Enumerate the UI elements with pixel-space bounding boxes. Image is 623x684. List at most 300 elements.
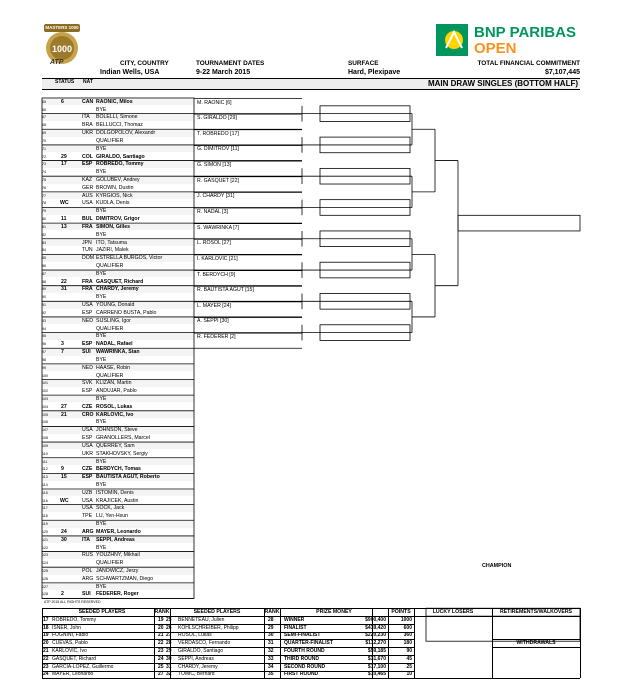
player-name: JANOWICZ, Jerzy (96, 568, 139, 574)
entry-status: WC (60, 497, 69, 504)
table-col-rule (414, 608, 415, 678)
player-nationality: UKR (82, 130, 93, 137)
player-nationality: JPN (82, 239, 92, 246)
player-name: DIMITROV, Grigor (96, 216, 140, 223)
surface-value: Hard, Plexipave (348, 69, 401, 76)
prize-round: SEMI-FINALIST (284, 632, 321, 639)
prize-points: 90 (406, 648, 412, 654)
prize-points: 25 (406, 663, 412, 670)
draw-position: 82 (42, 232, 46, 237)
prize-round: WINNER (284, 616, 305, 623)
prize-money: $31,670 (367, 655, 386, 662)
prize-round: FIRST ROUND (284, 671, 319, 678)
retirements-header: RETIREMENTS/WALKOVERS (499, 609, 573, 615)
player-name: KUDLA, Denis (96, 200, 130, 207)
player-nationality: ESP (82, 161, 93, 168)
r2-winner: L. MAYER [24] (197, 302, 231, 309)
r2-winner: M. RAONIC [6] (197, 99, 232, 106)
draw-position: 69 (42, 131, 46, 136)
draw-title: MAIN DRAW SINGLES (BOTTOM HALF) (427, 79, 578, 88)
player-nationality: POL (82, 568, 93, 574)
player-name: DOLGOPOLOV, Alexandr (96, 130, 156, 137)
draw-position: 90 (42, 295, 46, 300)
player-nationality: USA (82, 442, 93, 449)
r2-winner: I. KARLOVIC [21] (197, 255, 238, 262)
prize-points: 360 (403, 632, 412, 639)
player-nationality: SUI (82, 349, 91, 356)
player-name: SIMON, Gilles (96, 223, 131, 230)
player-name: SCHWARTZMAN, Diego (96, 575, 154, 582)
points-header: POINTS (391, 609, 411, 615)
seed-rank: 25 (158, 663, 164, 670)
player-name: NADAL, Rafael (96, 341, 133, 348)
seeded-player: GASQUET, Richard (52, 655, 96, 662)
seeded-player: GIRALDO, Santiago (178, 648, 224, 654)
player-name: BYE (96, 356, 107, 363)
bnp-title: BNP PARIBAS (474, 24, 576, 41)
player-nationality: USA (82, 427, 93, 434)
seeded-header: SEEDED PLAYERS (78, 609, 126, 615)
draw-position: 86 (42, 264, 46, 269)
player-nationality: ITA (82, 114, 90, 121)
draw-position: 91 (42, 303, 46, 308)
seed-rank: 35 (268, 671, 274, 678)
prize-money: $17,100 (367, 663, 386, 670)
seed-number: 13 (61, 223, 67, 230)
draw-position: 92 (42, 310, 46, 315)
draw-position: 114 (42, 482, 48, 487)
player-name: BYE (96, 481, 107, 488)
seed-number: 29 (166, 648, 172, 654)
player-nationality: TPE (82, 513, 93, 520)
seed-number: 31 (166, 663, 172, 670)
draw-position: 66 (42, 107, 46, 112)
entry-status: WC (60, 200, 69, 207)
prize-money: $59,185 (367, 648, 386, 654)
seed-number: 7 (61, 349, 64, 356)
seed-number: 22 (61, 278, 67, 285)
player-name: JAZIRI, Malek (96, 247, 129, 254)
player-name: BELLUCCI, Thomaz (96, 122, 143, 129)
player-nationality: CZE (82, 403, 93, 410)
player-name: GIRALDO, Santiago (96, 153, 145, 160)
seed-number: 26 (166, 624, 172, 631)
player-name: KARLOVIC, Ivo (96, 411, 134, 418)
player-name: BYE (96, 145, 107, 152)
r2-winner: R. GASQUET [22] (197, 177, 239, 184)
seed-rank: 24 (158, 655, 164, 662)
seeded-player: BENNETEAU, Julien (178, 616, 225, 623)
player-name: BYE (96, 521, 107, 528)
draw-position: 123 (42, 553, 48, 558)
draw-position: 74 (42, 170, 46, 175)
prize-points: 180 (403, 640, 412, 647)
player-nationality: FRA (82, 223, 93, 230)
prize-round: FOURTH ROUND (284, 648, 325, 654)
draw-position: 126 (42, 576, 48, 581)
commitment-label: TOTAL FINANCIAL COMMITMENT (477, 60, 580, 67)
player-nationality: ESP (82, 309, 93, 316)
draw-position: 75 (42, 178, 46, 182)
prize-points: 45 (406, 655, 412, 662)
atp-logo-sub: ATP (50, 59, 64, 66)
draw-position: 108 (42, 436, 48, 441)
player-nationality: CRO (82, 411, 94, 418)
player-nationality: KAZ (82, 177, 93, 183)
prize-round: THIRD ROUND (284, 655, 319, 662)
draw-position: 65 (42, 99, 46, 104)
seeded-player: MAYER, Leonardo (52, 671, 94, 678)
player-name: QUALIFIER (96, 137, 124, 144)
prize-points: 1000 (400, 616, 412, 623)
seed-number: 31 (61, 286, 67, 293)
draw-position: 128 (42, 592, 48, 597)
draw-position: 113 (42, 475, 48, 480)
player-name: ISTOMIN, Denis (96, 489, 134, 496)
draw-position: 111 (42, 459, 48, 464)
r2-winner: J. CHARDY [31] (197, 193, 235, 200)
seed-rank: 21 (158, 632, 164, 639)
commitment-value: $7,107,445 (544, 69, 580, 76)
seed-number: 30 (61, 536, 67, 543)
prize-money: $112,270 (365, 640, 386, 647)
draw-position: 72 (42, 154, 46, 159)
player-nationality: DOM (82, 255, 95, 262)
player-nationality: USA (82, 302, 93, 309)
prize-money: $220,230 (365, 632, 386, 639)
status-column-header: STATUS (55, 79, 75, 85)
player-name: BYE (96, 231, 107, 238)
player-nationality: ARG (82, 575, 94, 582)
player-nationality: BRA (82, 122, 93, 129)
player-name: BYE (96, 208, 107, 215)
prize-round: FINALIST (284, 624, 307, 631)
prize-money: $900,400 (365, 616, 386, 623)
prize-points: 600 (403, 624, 412, 631)
player-name: BYE (96, 458, 107, 465)
seed-rank: 33 (268, 655, 274, 662)
player-name: QUALIFIER (96, 263, 124, 270)
seeded-player: TOMIC, Bernard (178, 671, 215, 678)
prize-round: QUARTER-FINALIST (284, 640, 333, 647)
player-nationality: ITA (82, 536, 90, 543)
prize-round: SECOND ROUND (284, 663, 326, 670)
draw-position: 79 (42, 209, 46, 214)
player-nationality: NED (82, 364, 93, 371)
seed-number: 3 (61, 341, 64, 348)
draw-position: 70 (42, 138, 46, 143)
player-name: BYE (96, 419, 107, 426)
player-name: KRAJICEK, Austin (96, 497, 139, 504)
draw-position: 109 (42, 443, 48, 448)
seed-rank: 28 (268, 616, 274, 623)
draw-position: 84 (42, 248, 46, 253)
player-name: BYE (96, 395, 107, 402)
player-nationality: USA (82, 200, 93, 207)
player-name: ANDUJAR, Pablo (96, 388, 137, 395)
r2-winner: S. GIRALDO [29] (197, 115, 237, 122)
draw-position: 95 (42, 334, 46, 339)
draw-position: 78 (42, 201, 46, 206)
seed-number: 17 (43, 616, 49, 623)
seed-rank: 32 (268, 648, 274, 654)
draw-position: 93 (42, 318, 46, 323)
seed-rank: 19 (158, 616, 164, 623)
draw-position: 110 (42, 451, 48, 456)
r2-winner: T. BERDYCH [9] (197, 271, 236, 278)
player-name: JOHNSON, Steve (96, 427, 138, 434)
atp-logo-number: 1000 (51, 44, 73, 54)
draw-position: 105 (42, 412, 48, 417)
draw-position: 87 (42, 271, 46, 276)
draw-position: 124 (42, 561, 48, 566)
seed-number: 17 (61, 161, 67, 168)
player-name: BYE (96, 544, 107, 551)
player-nationality: ESP (82, 388, 93, 395)
withdrawals-top-rule (492, 639, 580, 640)
seed-rank: 34 (268, 663, 274, 670)
table-col-rule (580, 608, 581, 678)
table-col-rule (280, 608, 281, 678)
player-name: BYE (96, 106, 107, 113)
r2-winner: G. SIMON [13] (197, 162, 232, 169)
seeded-player: ROBREDO, Tommy (52, 616, 97, 623)
draw-position: 112 (42, 467, 48, 472)
player-name: BERDYCH, Tomas (96, 466, 141, 473)
city-value: Indian Wells, USA (100, 69, 160, 76)
player-nationality: ESP (82, 341, 93, 348)
player-name: KLIZAN, Martin (96, 380, 132, 387)
player-nationality: USA (82, 505, 93, 512)
seeded-player: CUEVAS, Pablo (52, 640, 88, 647)
player-nationality: ESP (82, 435, 93, 442)
seed-rank: 22 (158, 640, 164, 647)
draw-position: 88 (42, 279, 46, 284)
player-name: HAASE, Robin (96, 364, 131, 371)
player-name: BYE (96, 169, 107, 176)
draw-position: 102 (42, 389, 48, 394)
dates-label: TOURNAMENT DATES (196, 60, 265, 67)
player-nationality: USA (82, 497, 93, 504)
seed-rank: 20 (158, 624, 164, 631)
draw-position: 103 (42, 396, 48, 401)
champion-label: CHAMPION (482, 563, 512, 569)
seed-number: 9 (61, 466, 64, 473)
draw-position: 127 (42, 584, 48, 589)
seed-number: 23 (43, 663, 49, 670)
player-name: GASQUET, Richard (96, 278, 144, 285)
player-name: QUALIFIER (96, 560, 124, 567)
player-name: GRANOLLERS, Marcel (96, 435, 150, 442)
r2-winner: A. SEPPI [30] (197, 318, 229, 325)
player-name: ESTRELLA BURGOS, Victor (96, 255, 163, 262)
draw-position: 116 (42, 498, 48, 503)
withdrawals-header: WITHDRAWALS (516, 640, 556, 647)
seed-number: 18 (43, 624, 49, 631)
seed-number: 24 (43, 671, 49, 678)
r2-winner: G. DIMITROV [11] (197, 146, 239, 153)
table-header-rule (42, 616, 580, 617)
draw-position: 118 (42, 514, 48, 519)
prize-points: 10 (406, 671, 412, 678)
r2-winner: T. ROBREDO [17] (197, 130, 239, 137)
player-nationality: ARG (82, 528, 94, 535)
player-name: BAUTISTA AGUT, Roberto (96, 474, 160, 481)
bnp-open: OPEN (474, 40, 517, 57)
player-name: BROWN, Dustin (96, 184, 134, 191)
player-name: BOLELLI, Simone (96, 114, 138, 121)
draw-position: 106 (42, 420, 48, 425)
seed-number: 27 (61, 403, 67, 410)
seed-number: 11 (61, 216, 67, 223)
player-nationality: COL (82, 153, 93, 160)
draw-position: 120 (42, 529, 48, 534)
player-nationality: SVK (82, 380, 93, 387)
table-col-rule (388, 608, 389, 678)
draw-position: 94 (42, 326, 46, 331)
seed-number: 30 (166, 655, 172, 662)
seed-number: 21 (43, 648, 49, 654)
draw-position: 115 (42, 490, 48, 495)
player-nationality: NED (82, 317, 93, 324)
player-nationality: CZE (82, 466, 93, 473)
draw-position: 89 (42, 287, 46, 292)
seeded-player: FOGNINI, Fabio (52, 632, 89, 639)
withdrawals-bottom-rule (492, 647, 580, 648)
player-name: BYE (96, 583, 107, 590)
draw-position: 122 (42, 545, 48, 550)
draw-position: 71 (42, 146, 46, 151)
draw-position: 97 (42, 350, 46, 355)
player-nationality: SUI (82, 591, 91, 598)
nat-column-header: NAT (83, 79, 93, 85)
draw-position: 125 (42, 569, 48, 573)
player-name: BYE (96, 333, 107, 340)
seed-number: 25 (166, 616, 172, 623)
draw-position: 100 (42, 373, 48, 378)
player-name: SOCK, Jack (96, 505, 125, 512)
footnote: ATP 2015 ALL RIGHTS RESERVED (44, 600, 101, 604)
player-nationality: CAN (82, 98, 94, 105)
rank-header: RANK (154, 609, 170, 615)
prize-money: $10,465 (367, 671, 386, 678)
table-col-rule (264, 608, 265, 678)
player-nationality: ESP (82, 474, 93, 481)
draw-position: 85 (42, 256, 46, 261)
seeded-player: ISNER, John (52, 624, 81, 631)
r2-winner: R. BAUTISTA AGUT [15] (197, 287, 254, 294)
player-name: BYE (96, 294, 107, 301)
r2-winner: R. FEDERER [2] (197, 334, 236, 341)
player-name: QUALIFIER (96, 325, 124, 332)
player-name: SIJSLING, Igor (96, 317, 131, 324)
draw-position: 76 (42, 185, 46, 190)
city-label: CITY, COUNTRY (120, 60, 169, 67)
draw-position: 117 (42, 506, 48, 511)
seeded-player: KOHLSCHREIBER, Philipp (178, 624, 239, 631)
seed-rank: 31 (268, 640, 274, 647)
draw-position: 119 (42, 522, 48, 527)
seed-number: 24 (61, 528, 67, 535)
seeded-player: CHARDY, Jeremy (178, 663, 218, 670)
seed-number: 29 (61, 153, 67, 160)
player-nationality: RUS (82, 552, 93, 559)
player-name: FEDERER, Roger (96, 591, 139, 598)
atp-logo-text: MASTERS 1000 (45, 25, 79, 30)
seed-number: 6 (61, 98, 64, 105)
player-name: STAKHOVSKY, Sergiy (96, 450, 148, 457)
seeded-player: VERDASCO, Fernando (178, 640, 231, 647)
seed-number: 2 (61, 591, 64, 598)
draw-position: 104 (42, 404, 48, 409)
rank-header-2: RANK (264, 609, 280, 615)
player-name: LU, Yen-Hsun (96, 513, 129, 520)
lucky-losers-header: LUCKY LOSERS (432, 609, 474, 615)
seed-number: 21 (61, 411, 67, 418)
player-name: WAWRINKA, Stan (96, 349, 140, 356)
prize-money: $439,420 (365, 624, 386, 631)
draw-position: 80 (42, 217, 46, 222)
player-name: MAYER, Leonardo (96, 528, 141, 535)
draw-position: 68 (42, 123, 46, 128)
r2-winner: L. ROSOL [27] (197, 240, 231, 247)
player-nationality: UKR (82, 450, 93, 457)
draw-position: 96 (42, 342, 46, 347)
player-nationality: AUS (82, 192, 93, 199)
seed-number: 32 (166, 671, 172, 678)
seeded-player: ROSOL, Lukas (178, 632, 212, 639)
player-name: ROSOL, Lukas (96, 403, 133, 410)
player-nationality: UZB (82, 489, 93, 496)
surface-label: SURFACE (348, 60, 379, 67)
player-name: QUALIFIER (96, 372, 124, 379)
player-name: KYRGIOS, Nick (96, 192, 133, 199)
seed-rank: 23 (158, 648, 164, 654)
player-nationality: FRA (82, 286, 93, 293)
seed-rank: 29 (268, 624, 274, 631)
player-nationality: TUN (82, 247, 93, 254)
player-name: CARRENO BUSTA, Pablo (96, 309, 157, 316)
table-col-rule (154, 608, 155, 678)
semifinal-slot (458, 215, 580, 231)
dates-value: 9-22 March 2015 (196, 69, 251, 76)
seed-number: 15 (61, 474, 67, 481)
draw-position: 101 (42, 381, 48, 386)
draw-position: 73 (42, 162, 46, 167)
draw-position: 83 (42, 240, 46, 245)
prize-header: PRIZE MONEY (316, 609, 352, 615)
r2-winner: R. NADAL [3] (197, 208, 228, 215)
seeded-header-2: SEEDED PLAYERS (193, 609, 241, 615)
seed-number: 22 (43, 655, 49, 662)
player-nationality: BUL (82, 216, 93, 223)
player-name: GOLUBEV, Andrey (96, 177, 140, 183)
player-name: YOUZHNY, Mikhail (96, 552, 140, 559)
r2-winner: S. WAWRINKA [7] (197, 224, 239, 231)
seeded-player: SEPPI, Andreas (178, 655, 214, 662)
draw-position: 81 (42, 224, 46, 229)
seed-number: 19 (43, 632, 49, 639)
seeded-player: GARCIA-LOPEZ, Guillermo (52, 663, 114, 670)
player-name: YOUNG, Donald (96, 302, 135, 309)
draw-position: 107 (42, 428, 48, 433)
seed-number: 27 (166, 632, 172, 639)
player-name: ITO, Tatsuma (96, 239, 127, 246)
draw-position: 77 (42, 193, 46, 198)
player-name: CHARDY, Jeremy (96, 286, 139, 293)
seed-number: 28 (166, 640, 172, 647)
seed-rank: 27 (158, 671, 164, 678)
